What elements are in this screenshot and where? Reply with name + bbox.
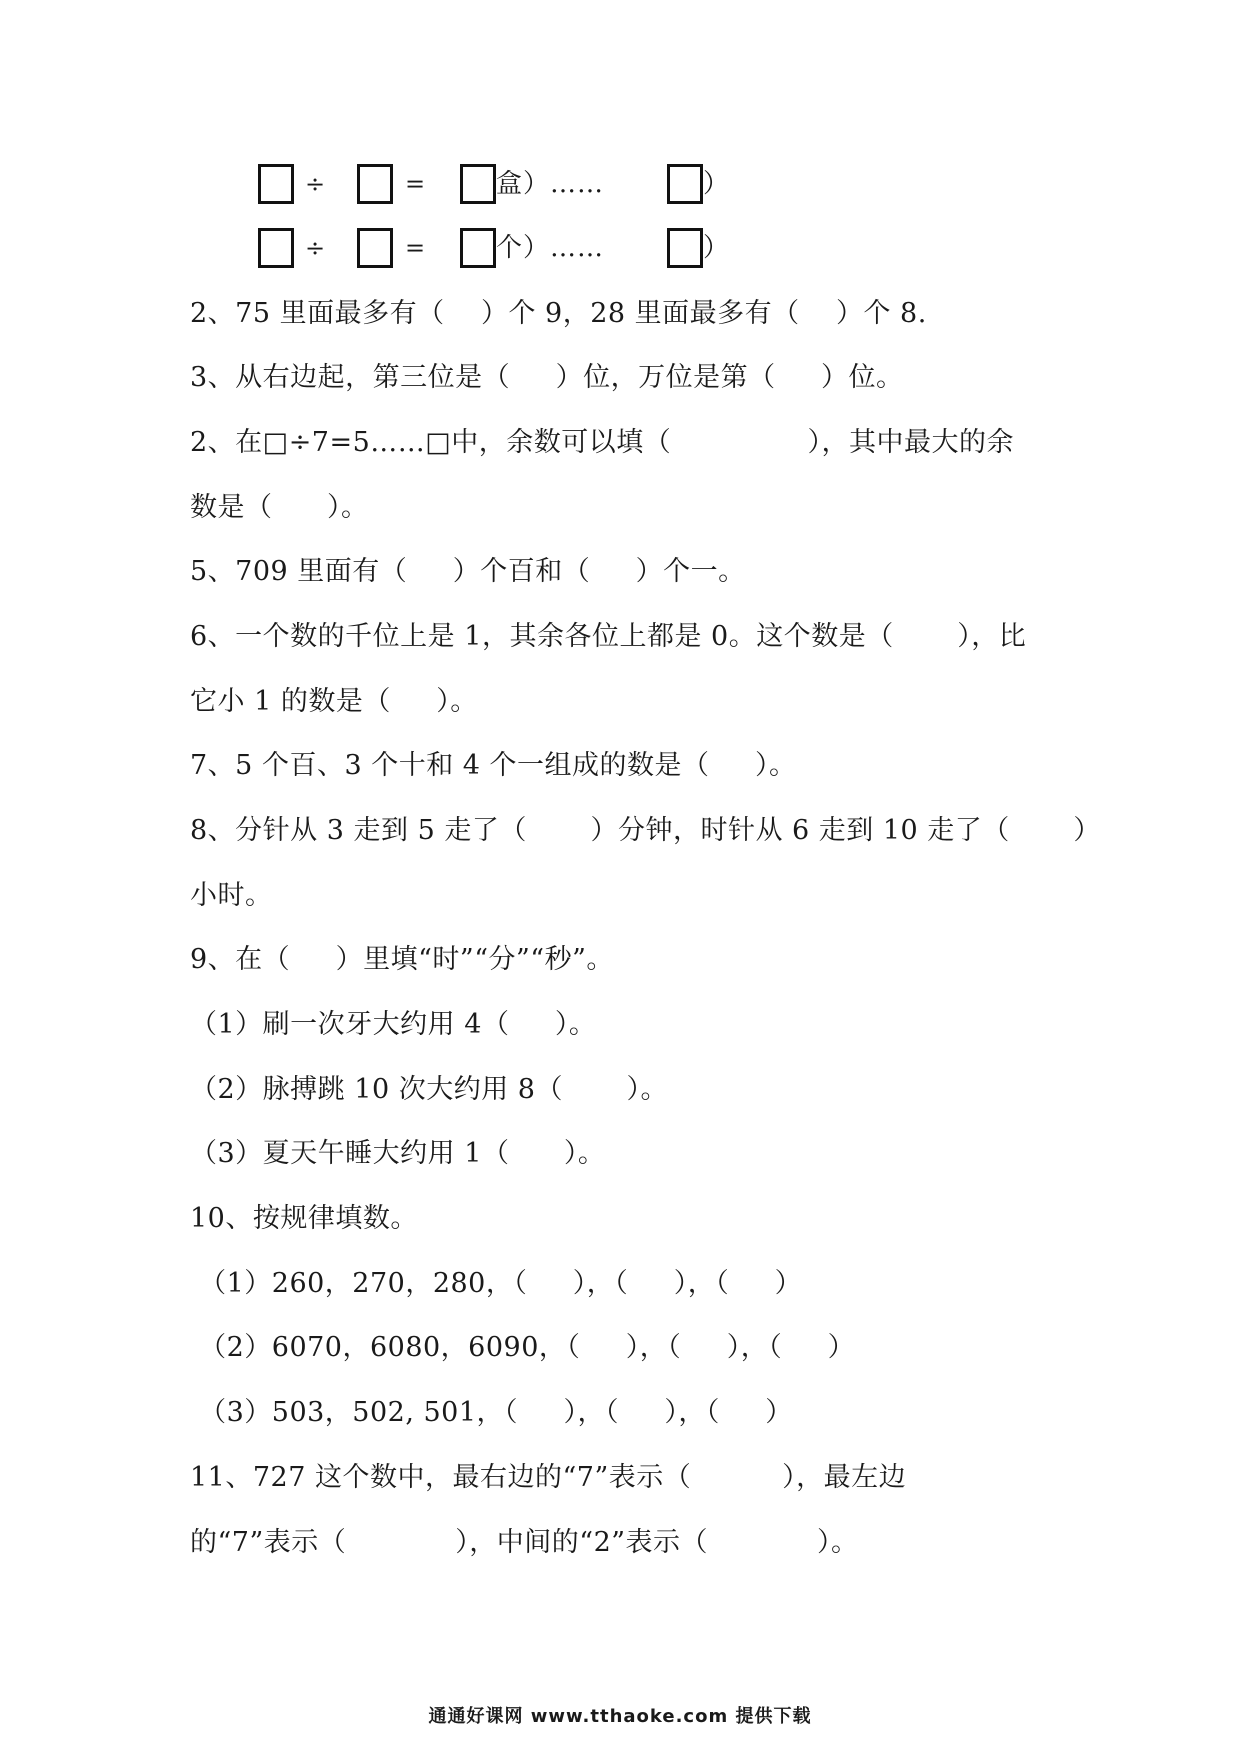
question-line: 10、按规律填数。 xyxy=(190,1203,418,1234)
equation-row xyxy=(0,164,1240,212)
question-line: 11、727 这个数中，最右边的“7”表示（ ），最左边 xyxy=(190,1462,907,1493)
question-line: 8、分针从 3 走到 5 走了（ ）分钟，时针从 6 走到 10 走了（ ） xyxy=(190,815,1101,846)
question-line: 数是（ ）。 xyxy=(190,492,369,523)
equation-row xyxy=(0,228,1240,276)
equals-sign: = xyxy=(405,170,426,198)
answer-box[interactable] xyxy=(258,228,294,268)
question-line: （2）脉搏跳 10 次大约用 8（ ）。 xyxy=(190,1074,669,1105)
page-footer: 通通好课网 www.tthaoke.com 提供下载 xyxy=(428,1706,812,1727)
question-line: 2、75 里面最多有（ ）个 9，28 里面最多有（ ）个 8. xyxy=(190,298,927,329)
answer-box[interactable] xyxy=(460,228,496,268)
divide-sign: ÷ xyxy=(305,234,326,262)
question-line: （1）260，270，280，（ ），（ ），（ ） xyxy=(190,1268,803,1299)
unit-label: 盒）…… xyxy=(496,169,605,199)
question-line: 7、5 个百、3 个十和 4 个一组成的数是（ ）。 xyxy=(190,750,797,781)
question-line: 5、709 里面有（ ）个百和（ ）个一。 xyxy=(190,556,746,587)
question-line: （3）夏天午睡大约用 1（ ）。 xyxy=(190,1138,606,1169)
divide-sign: ÷ xyxy=(305,170,326,198)
answer-box[interactable] xyxy=(460,164,496,204)
question-line: 它小 1 的数是（ ）。 xyxy=(190,686,478,717)
equals-sign: = xyxy=(405,234,426,262)
question-line: （2）6070，6080，6090，（ ），（ ），（ ） xyxy=(190,1332,856,1363)
close-paren: ） xyxy=(703,169,731,199)
close-paren: ） xyxy=(703,233,731,263)
question-line: （1）刷一次牙大约用 4（ ）。 xyxy=(190,1009,597,1040)
answer-box[interactable] xyxy=(258,164,294,204)
answer-box[interactable] xyxy=(667,228,703,268)
question-line: 小时。 xyxy=(190,880,273,911)
question-line: 的“7”表示（ ），中间的“2”表示（ ）。 xyxy=(190,1527,859,1558)
question-line: 2、在□÷7=5……□中，余数可以填（ ），其中最大的余 xyxy=(190,427,1015,458)
question-line: 6、一个数的千位上是 1，其余各位上都是 0。这个数是（ ），比 xyxy=(190,621,1027,652)
question-line: 9、在（ ）里填“时”“分”“秒”。 xyxy=(190,944,614,975)
answer-box[interactable] xyxy=(357,228,393,268)
answer-box[interactable] xyxy=(667,164,703,204)
unit-label: 个）…… xyxy=(496,233,605,263)
question-line: 3、从右边起，第三位是（ ）位，万位是第（ ）位。 xyxy=(190,362,904,393)
question-line: （3）503，502, 501，（ ），（ ），（ ） xyxy=(190,1397,793,1428)
answer-box[interactable] xyxy=(357,164,393,204)
